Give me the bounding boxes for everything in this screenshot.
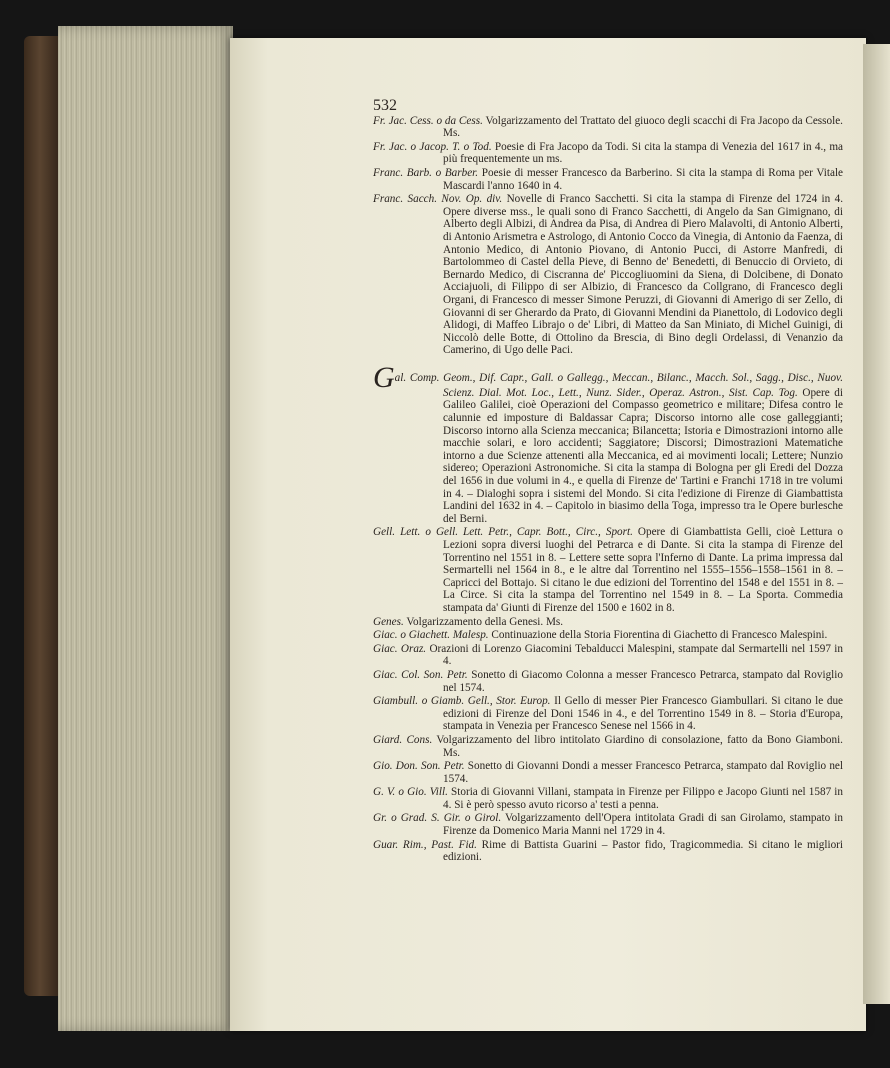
entry-text: Orazioni di Lorenzo Giacomini Tebalducci Malespini, stampate dal Sermartelli nel 1597 in 4. xyxy=(429,642,843,668)
facing-page-edge xyxy=(863,44,890,1004)
entry-abbreviation: Fr. Jac. o Jacop. T. o Tod. xyxy=(373,140,492,153)
entry-abbreviation: Giac. o Giachett. Malesp. xyxy=(373,629,489,642)
entry-abbreviation: Gell. Lett. o Gell. Lett. Petr., Capr. Bott., Circ., Sport. xyxy=(373,526,633,539)
entry xyxy=(373,115,843,140)
entry-text: Poesie di messer Francesco da Barberino. Si cita la stampa di Roma per Vitale Mascardi l'anno 1640 in 4. xyxy=(443,166,844,192)
entry xyxy=(373,193,843,357)
entry xyxy=(373,786,843,811)
entry-text: Volgarizzamento della Genesi. Ms. xyxy=(406,615,564,628)
entry-text: Rime di Battista Guarini – Pastor fido, Tragicommedia. Si citano le migliori edizioni. xyxy=(443,838,843,864)
entry-abbreviation: Giac. Oraz. xyxy=(373,642,427,655)
entry-abbreviation: Franc. Barb. o Barber. xyxy=(373,166,479,179)
entry xyxy=(373,616,843,629)
entry xyxy=(373,629,843,642)
entry-text: Continuazione della Storia Fiorentina di Giachetto di Francesco Malespini. xyxy=(491,629,828,642)
entry-abbreviation: Giambull. o Giamb. Gell., Stor. Europ. xyxy=(373,695,551,708)
entry-text: Volgarizzamento dell'Opera intitolata Gradi di san Girolamo, stampato in Firenze da Domenico Maria Manni nel 1729 in 4. xyxy=(443,812,843,838)
entry-abbreviation: Gio. Don. Son. Petr. xyxy=(373,760,465,773)
page-stack-edge xyxy=(58,26,233,1031)
entry xyxy=(373,643,843,668)
entry-text: Novelle di Franco Sacchetti. Si cita la stampa di Firenze del 1724 in 4. Opere diverse mss., le quali sono di Franco Sacchetti, di Angelo da San Gimignano, di Alberto degli Albizi, di Andrea da Pisa, di Andrea di Piero Malavolti, di Antonio Alberti, di Antonio Arismetra e Astrologo, di Antonio Cocco da Vinegia, di Antonio da Faenza, di Antonio Medico, di Antonio Piovano, di Antonio Pucci, di Astorre Manfredi, di Bartolommeo di Castel della Pieve, di Benno de' Benedetti, di Benuccio di Orvieto, di Bernardo Medico, di Ciscranna de' Piccogliuomini da Siena, di Dolcibene, di Donato Acciajuoli, di Filippo di ser Albizio, di Francesco da Collgrano, di Francesco degli Organi, di Francesco di messer Simone Peruzzi, di Giovanni di Amerigo di ser Zello, di Giovanni di ser Gherardo da Prato, di Giovanni Mendini da Pianettolo, di Lodovico degli Alidogi, di Maffeo Librajo o de' Libri, di Matteo da San Miniato, di Michel Guinigi, di Niccolò delle Botte, di Ottolino da Brescia, di Bino degli Ordelassi, di Venanzio da Camerino, di Ugo delle Paci. xyxy=(443,193,843,357)
entry-abbreviation: Genes. xyxy=(373,615,404,628)
entry xyxy=(373,526,843,614)
page-text xyxy=(373,97,844,865)
entry xyxy=(373,734,843,759)
entry-abbreviation: G. V. o Gio. Vill. xyxy=(373,786,448,799)
entry xyxy=(373,760,843,785)
entry-text: Opere di Giambattista Gelli, cioè Lettura o Lezioni sopra diversi luoghi del Petrarca e di Dante. Si cita la stampa di Firenze del Torrentino nel 1551 in 8. – Lettere sette sopra l'Inferno di Dante. La prima impressa dal Sermartelli nel 1564 in 8., e le altre dal Torrentino nel 1555–1556–1558–1561 in 8. – Capricci del Bottajo. Si citano le due edizioni del Torrentino del 1548 e del 1551 in 8. – La Circe. Si cita la stampa del Torrentino nel 1549 in 8. – La Sporta. Commedia stampata da' Giunti di Firenze del 1500 e 1602 in 8. xyxy=(443,526,843,614)
entry-text: Opere di Galileo Galilei, cioè Operazioni del Compasso geometrico e militare; Difesa contro le calunnie ed imposture di Baldassar Capra; Discorso intorno alle cose galleggianti; Discorso intorno alla Scienza meccanica; Bilancetta; Istoria e Dimostrazioni intorno alle macchie solari, e loro accidenti; Saggiatore; Discorsi; Dimostrazioni Matematiche intorno a due Scienze attenenti alla Meccanica, ed ai movimenti locali; Lettere; Nunzio sidereo; Operazioni Astronomiche. Si cita la stampa di Bologna per gli Eredi del Dozza del 1656 in due volumi in 4., e quella di Firenze de' Tartini e Franchi 1718 in tre volumi in 4. – Dialoghi sopra i sistemi del Mondo. Si cita l'edizione di Firenze di Giambattista Landini del 1632 in 4. – Capitolo in biasimo della Toga, impresso tra le Opere burlesche del Berni. xyxy=(443,386,843,525)
entry-abbreviation: Gr. o Grad. S. Gir. o Girol. xyxy=(373,812,502,825)
entry-abbreviation: Giard. Cons. xyxy=(373,733,433,746)
entry-text: Storia di Giovanni Villani, stampata in Firenze per Filippo e Jacopo Giunti nel 1587 in 4. Si è però spesso avuto ricorso a' testi a penna. xyxy=(443,786,844,811)
entry-text: Volgarizzamento del Trattato del giuoco degli scacchi di Fra Jacopo da Cessole. Ms. xyxy=(443,114,843,140)
entry-text: Volgarizzamento del libro intitolato Giardino di consolazione, fatto da Bono Giamboni. Ms. xyxy=(436,733,843,759)
entry-abbreviation: Fr. Jac. Cess. o da Cess. xyxy=(373,114,483,127)
entry xyxy=(373,695,843,733)
page-number: 532 xyxy=(373,97,397,114)
entry-abbreviation: al. Comp. Geom., Dif. Capr., Gall. o Gallegg., Meccan., Bilanc., Macch. Sol., Sagg., Disc., Nuov. Scienz. Dial. Mot. Loc., Lett., Nunz. Sider., Operaz. Astron., Sist. Cap. Tog. xyxy=(394,371,843,399)
entry xyxy=(373,669,843,694)
entry xyxy=(373,360,843,526)
entry-abbreviation: Franc. Sacch. Nov. Op. div. xyxy=(373,193,503,206)
entry xyxy=(373,141,843,166)
entry-text: Sonetto di Giacomo Colonna a messer Francesco Petrarca, stampato dal Roviglio nel 1574. xyxy=(443,668,843,694)
entry-text: Poesie di Fra Jacopo da Todi. Si cita la stampa di Venezia del 1617 in 4., ma più frequentemente un ms. xyxy=(443,140,843,166)
entry-text: Il Gello di messer Pier Francesco Giambullari. Si citano le due edizioni di Firenze del Doni 1546 in 4., e del Torrentino 1549 in 8. – Storia d'Europa, stampata in Venezia per Francesco Senese nel 1566 in 4. xyxy=(443,695,844,733)
entry-abbreviation: Guar. Rim., Past. Fid. xyxy=(373,838,477,851)
entry xyxy=(373,167,843,192)
entry-abbreviation: Giac. Col. Son. Petr. xyxy=(373,668,468,681)
entry xyxy=(373,812,843,837)
entry-text: Sonetto di Giovanni Dondi a messer Francesco Petrarca, stampato dal Roviglio nel 1574. xyxy=(443,760,844,785)
entry xyxy=(373,839,843,864)
drop-initial: G xyxy=(373,360,395,394)
